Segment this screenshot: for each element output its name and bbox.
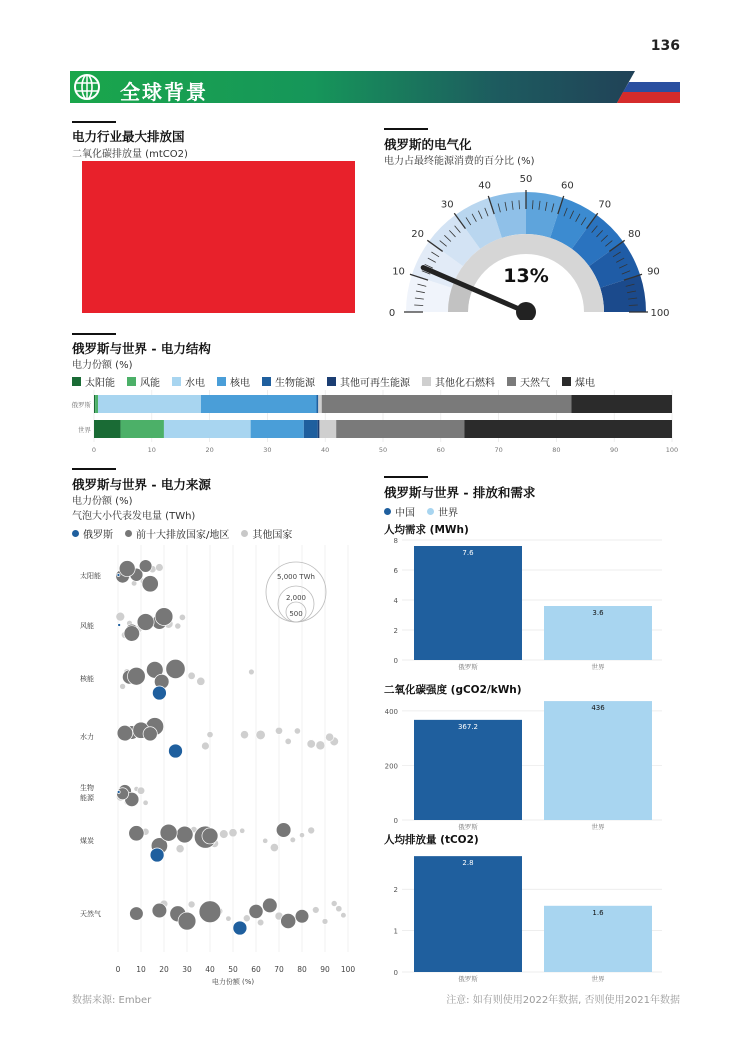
bubble-russia [152,686,166,700]
legend-swatch [507,377,516,386]
category-label: 世界 [591,663,605,670]
bubble-other [336,906,342,912]
bubble-top10 [127,667,145,685]
legend-item [217,374,250,389]
bubble-top10 [276,823,291,838]
gauge-tick [519,200,520,209]
row-label: 风能 [80,622,94,630]
structure-subtitle: 电力份额 (%) [72,360,133,371]
sources-subtitle-size: 气泡大小代表发电量 (TWh) [72,511,196,522]
legend-swatch [262,377,271,386]
per-capita-demand-title: 人均需求 (MWh) [384,524,469,536]
legend-swatch [72,377,81,386]
bar-segment [94,420,121,438]
bubble-other [219,830,228,839]
sources-legend [72,522,304,541]
russia-flag-icon [617,71,680,103]
bar [414,856,522,972]
bubble-russia [169,744,183,758]
bubble-other [249,669,255,675]
bubble-other [270,843,278,851]
bubble-other [175,623,181,629]
per-capita-demand-chart [366,534,676,670]
legend-item [562,374,595,389]
row-label: 核能 [80,675,94,683]
bubble-other [197,677,205,685]
section-rule [384,128,428,130]
gauge-tick-label: 90 [647,266,660,278]
bubble-top10 [262,898,277,913]
bubble-top10 [137,614,154,631]
y-tick-label: 1 [393,927,398,936]
x-tick-label: 50 [378,446,388,454]
bubble-other [243,915,250,922]
legend-item [172,374,205,389]
x-tick-label: 70 [494,446,503,454]
bar-segment [98,395,201,413]
bar-segment [121,420,164,438]
data-label: 436 [591,704,605,713]
gauge-tick-label: 60 [561,180,574,192]
sources-title: 俄罗斯与世界 - 电力来源 [72,477,211,492]
legend-item [127,374,160,389]
footer-source: 数据来源: Ember [72,995,152,1006]
legend-label: 其他国家 [252,530,293,541]
emitters-map-placeholder [82,161,355,313]
x-tick-label: 70 [274,965,284,974]
legend-swatch [422,377,431,386]
emissions-legend [384,500,470,519]
legend-dot [125,530,132,537]
bubble-top10 [199,901,221,923]
data-label: 1.6 [592,908,604,917]
data-label: 2.8 [462,859,474,868]
bubble-other [120,683,126,689]
legend-swatch [327,377,336,386]
legend-label: 太阳能 [85,378,115,389]
y-tick-label: 8 [393,537,398,545]
x-tick-label: 20 [205,446,214,454]
bar-segment [164,420,251,438]
x-tick-label: 60 [251,965,261,974]
bubble-other [240,731,248,739]
bubble-top10 [155,608,173,626]
bubble-russia [117,791,120,794]
globe-icon [72,73,102,101]
bubble-top10 [119,560,135,576]
bubble-top10 [139,560,152,573]
bubble-top10 [202,828,218,844]
gauge-hub [516,302,536,320]
bubble-other [316,741,325,750]
y-tick-label: 0 [393,657,398,665]
bubble-top10 [295,909,309,923]
gauge-subtitle: 电力占最终能源消费的百分比 (%) [384,156,535,167]
x-tick-label: 60 [436,446,445,454]
banner-title: 全球背景 [120,80,208,104]
gauge-tick-label: 30 [440,199,454,211]
data-label: 3.6 [592,609,604,617]
bar-segment [464,420,672,438]
y-tick-label: 2 [393,886,398,895]
data-label: 367.2 [457,722,479,731]
legend-item [427,504,458,519]
bubble-top10 [130,907,144,921]
page-number: 136 [650,38,680,54]
structure-title: 俄罗斯与世界 - 电力结构 [72,341,211,356]
legend-item [72,374,115,389]
bar [544,701,652,820]
bar-segment [571,395,672,413]
legend-item [327,374,410,389]
y-tick-label: 0 [393,969,398,977]
x-tick-label: 100 [665,446,679,454]
gauge-tick-label: 80 [628,229,641,241]
bubble-other [201,742,209,750]
bubble-other [322,918,328,924]
y-tick-label: 200 [384,762,398,771]
bar-segment [201,395,317,413]
x-tick-label: 100 [340,965,356,974]
bubble-top10 [176,826,193,843]
bubble-other [179,614,185,620]
bar-segment [336,420,464,438]
legend-item [507,374,550,389]
bubble-top10 [249,904,263,918]
x-tick-label: 10 [147,446,156,454]
y-tick-label: 0 [393,817,398,825]
category-label: 世界 [591,823,605,830]
bubble-russia [233,921,247,935]
bar [414,720,522,820]
section-rule [72,333,116,335]
legend-item [422,374,495,389]
legend-swatch [217,377,226,386]
bubble-other [290,837,296,843]
gauge-tick [414,305,423,306]
row-label: 太阳能 [80,572,101,580]
bubble-other [325,733,333,741]
legend-dot [241,530,248,537]
legend-label: 煤电 [575,378,595,389]
bubble-other [256,730,265,739]
size-legend-label: 500 [289,610,303,618]
bubble-russia [118,624,121,627]
sources-subtitle: 电力份额 (%) [72,496,133,507]
y-tick-label: 400 [384,707,398,716]
legend-item [262,374,315,389]
gauge-tick-label: 70 [598,199,612,211]
bubble-top10 [143,727,157,741]
bubble-other [294,728,300,734]
x-axis-label: 电力份额 (%) [211,978,255,986]
category-label: 俄罗斯 [458,823,478,830]
per-capita-emissions-title: 人均排放量 (tCO2) [384,834,479,846]
bubble-other [116,612,125,621]
legend-swatch [172,377,181,386]
bar-segment [304,420,318,438]
co2-intensity-chart [366,694,676,830]
bubble-other [240,828,245,833]
emissions-title: 俄罗斯与世界 - 排放和需求 [384,485,536,500]
gauge-tick [629,305,638,306]
section-rule [384,476,428,478]
bar-segment [319,420,336,438]
bubble-top10 [152,903,167,918]
bar-segment [322,395,572,413]
bubble-other [176,845,184,853]
bubble-other [275,727,282,734]
x-tick-label: 80 [297,965,307,974]
section-rule [72,121,116,123]
legend-label: 核电 [230,378,250,389]
bubble-other [341,912,347,918]
x-tick-label: 50 [228,965,238,974]
bubble-other [312,907,319,914]
legend-label: 风能 [140,378,160,389]
bar-segment [251,420,304,438]
row-label: 世界 [78,426,91,434]
category-label: 俄罗斯 [458,663,478,670]
bubble-other [307,740,315,748]
footer-note: 注意: 如有则使用2022年数据, 否则使用2021年数据 [446,995,680,1006]
x-tick-label: 20 [159,965,169,974]
electrification-gauge [380,170,680,320]
structure-chart [64,390,680,456]
bubble-russia [117,574,120,577]
bubble-top10 [117,725,133,741]
x-tick-label: 80 [552,446,561,454]
per-capita-emissions-chart [366,846,676,982]
x-tick-label: 40 [321,446,330,454]
y-tick-label: 6 [393,567,398,575]
x-tick-label: 90 [320,965,330,974]
legend-label: 其他可再生能源 [340,378,410,389]
x-tick-label: 90 [610,446,619,454]
bar-segment [94,395,95,413]
structure-legend [72,371,692,390]
bubble-top10 [129,826,144,841]
gauge-tick [532,200,533,209]
bubble-other [331,900,337,906]
bubble-top10 [124,626,140,642]
legend-label: 天然气 [520,378,550,389]
legend-swatch [127,377,136,386]
legend-item [72,526,113,541]
gauge-title: 俄罗斯的电气化 [384,137,472,152]
bubble-top10 [142,576,158,592]
gauge-tick-label: 0 [388,308,396,319]
legend-dot [72,530,79,537]
bubble-other [257,919,264,926]
legend-dot [384,508,391,515]
bubble-other [207,731,213,737]
legend-label: 生物能源 [275,378,315,389]
legend-swatch [562,377,571,386]
category-label: 俄罗斯 [458,975,478,982]
category-label: 世界 [591,975,605,982]
legend-label: 水电 [185,378,205,389]
row-label: 俄罗斯 [71,401,91,409]
bar-segment [318,420,320,438]
gauge-tick-label: 20 [411,229,424,241]
legend-item [241,526,292,541]
legend-dot [427,508,434,515]
bar-segment [318,395,321,413]
x-tick-label: 10 [136,965,146,974]
legend-label: 其他化石燃料 [435,378,495,389]
section-rule [72,468,116,470]
bubble-top10 [281,913,296,928]
gauge-tick-label: 100 [650,308,670,319]
bubble-top10 [166,659,185,678]
legend-label: 俄罗斯 [83,530,113,541]
bubble-other [137,787,145,795]
legend-item [384,504,415,519]
gauge-tick-label: 10 [392,266,405,278]
legend-item [125,526,229,541]
bubble-russia [150,848,164,862]
row-label: 水力 [80,733,94,741]
data-label: 7.6 [462,549,474,557]
emitters-subtitle: 二氧化碳排放量 (mtCO2) [72,149,188,160]
gauge-tick-label: 50 [519,174,533,185]
y-tick-label: 2 [393,627,398,635]
bubble-size-legend [266,562,326,622]
bubble-other [229,829,237,837]
bubble-other [156,564,164,572]
bar [414,546,522,660]
gauge-value: 13% [503,265,549,287]
x-tick-label: 30 [182,965,192,974]
row-label: 煤炭 [80,837,94,845]
bubble-other [308,827,315,834]
x-tick-label: 30 [263,446,272,454]
size-legend-label: 5,000 TWh [277,573,315,581]
row-label: 天然气 [80,910,101,918]
row-label: 生物 [80,784,94,792]
legend-label: 世界 [438,508,458,519]
bubble-other [143,800,148,805]
bubble-top10 [178,912,196,930]
x-tick-label: 0 [115,965,121,974]
bubble-other [263,838,268,843]
x-tick-label: 0 [91,446,97,454]
bar-segment [317,395,319,413]
legend-label: 前十大排放国家/地区 [136,530,230,541]
legend-label: 中国 [395,508,415,519]
bubble-top10 [160,824,177,841]
gauge-tick-label: 40 [478,180,491,192]
x-tick-label: 40 [205,965,215,974]
row-label: 能源 [80,794,94,802]
co2-intensity-title: 二氧化碳强度 (gCO2/kWh) [384,684,522,696]
size-legend-label: 2,000 [285,594,307,602]
bar-segment [95,395,98,413]
y-tick-label: 4 [393,597,398,605]
sources-bubble-chart [72,540,362,988]
bubble-other [226,916,231,921]
emitters-title: 电力行业最大排放国 [72,129,185,144]
bubble-other [285,738,291,744]
bubble-other [188,672,195,679]
bubble-other [188,901,195,908]
bubble-other [299,833,304,838]
